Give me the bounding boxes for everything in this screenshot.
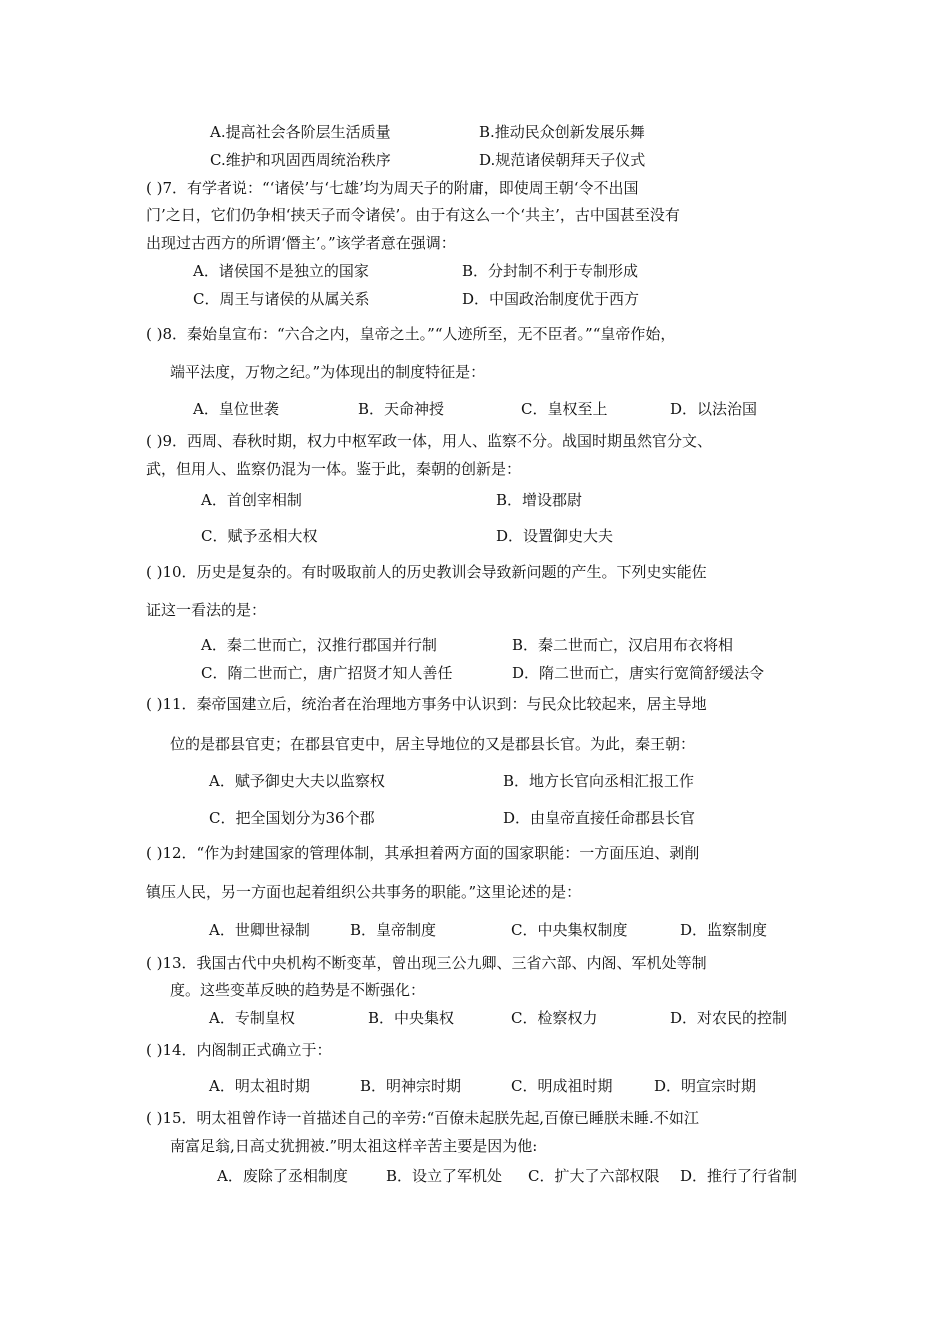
- q12-stem-line-2: 镇压人民，另一方面也起着组织公共事务的职能。”这里论述的是：: [146, 883, 582, 901]
- q15-stem-line-2: 南富足翁,日高丈犹拥被.”明太祖这样辛苦主要是因为他:: [170, 1137, 538, 1155]
- q11-stem-line-2: 位的是郡县官吏；在郡县官吏中，居主导地位的又是郡县长官。为此，秦王朝：: [170, 735, 696, 753]
- q7-stem-line-1: ( )7．有学者说：“‘诸侯’与‘七雄’均为周天子的附庸，即使周王朝‘令不出国: [146, 179, 639, 197]
- q10-stem-line-1: ( )10．历史是复杂的。有时吸取前人的历史教训会导致新问题的产生。下列史实能佐: [146, 563, 707, 581]
- q6-option-c: C.维护和巩固西周统治秩序: [210, 151, 391, 169]
- q7-option-d: D．中国政治制度优于西方: [462, 290, 640, 308]
- q9-option-d: D．设置御史大夫: [496, 527, 614, 545]
- q15-stem-line-1: ( )15．明太祖曾作诗一首描述自己的辛劳:“百僚未起朕先起,百僚已睡朕未睡.不如江: [146, 1109, 699, 1127]
- q6-option-b: B.推动民众创新发展乐舞: [479, 123, 645, 141]
- q15-option-a: A．废除了丞相制度: [217, 1167, 348, 1185]
- q12-option-b: B．皇帝制度: [350, 921, 437, 939]
- q12-option-a: A．世卿世禄制: [209, 921, 310, 939]
- q7-stem-line-2: 门’之日，它们仍争相‘挟天子而令诸侯’。由于有这么一个‘共主’，古中国甚至没有: [146, 206, 680, 224]
- q12-option-d: D．监察制度: [680, 921, 768, 939]
- q14-option-d: D．明宣宗时期: [654, 1077, 757, 1095]
- q6-option-a: A.提高社会各阶层生活质量: [210, 123, 391, 141]
- q14-option-c: C．明成祖时期: [511, 1077, 613, 1095]
- q7-option-b: B．分封制不利于专制形成: [462, 262, 639, 280]
- q11-option-a: A．赋予御史大夫以监察权: [209, 772, 385, 790]
- q8-stem-line-2: 端平法度，万物之纪。”为体现出的制度特征是：: [170, 363, 486, 381]
- q10-option-c: C．隋二世而亡，唐广招贤才知人善任: [201, 664, 453, 682]
- q8-option-c: C．皇权至上: [521, 400, 608, 418]
- q11-stem-line-1: ( )11．秦帝国建立后，统治者在治理地方事务中认识到：与民众比较起来，居主导地: [146, 695, 707, 713]
- q10-stem-line-2: 证这一看法的是：: [146, 601, 267, 619]
- q14-stem-line-1: ( )14．内阁制正式确立于：: [146, 1041, 332, 1059]
- q9-option-a: A．首创宰相制: [201, 491, 302, 509]
- q10-option-d: D．隋二世而亡，唐实行宽简舒缓法令: [512, 664, 765, 682]
- q6-option-d: D.规范诸侯朝拜天子仪式: [479, 151, 646, 169]
- q13-option-a: A．专制皇权: [209, 1009, 295, 1027]
- q13-stem-line-1: ( )13．我国古代中央机构不断变革，曾出现三公九卿、三省六部、内阁、军机处等制: [146, 954, 707, 972]
- q15-option-d: D．推行了行省制: [680, 1167, 798, 1185]
- q13-option-c: C．检察权力: [511, 1009, 598, 1027]
- q13-option-b: B．中央集权: [368, 1009, 455, 1027]
- q8-stem-line-1: ( )8．秦始皇宣布：“六合之内，皇帝之土。”“人迹所至，无不臣者。”“皇帝作始，: [146, 325, 676, 343]
- q12-option-c: C．中央集权制度: [511, 921, 628, 939]
- q9-stem-line-1: ( )9．西周、春秋时期，权力中枢军政一体，用人、监察不分。战国时期虽然官分文、: [146, 432, 713, 450]
- q8-option-d: D．以法治国: [670, 400, 758, 418]
- q8-option-a: A．皇位世袭: [193, 400, 279, 418]
- q9-option-b: B．增设郡尉: [496, 491, 583, 509]
- q10-option-a: A．秦二世而亡，汉推行郡国并行制: [201, 636, 437, 654]
- q11-option-d: D．由皇帝直接任命郡县长官: [503, 809, 696, 827]
- q7-option-c: C．周王与诸侯的从属关系: [193, 290, 370, 308]
- q11-option-b: B．地方长官向丞相汇报工作: [503, 772, 695, 790]
- q7-option-a: A．诸侯国不是独立的国家: [193, 262, 369, 280]
- q14-option-b: B．明神宗时期: [360, 1077, 462, 1095]
- q7-stem-line-3: 出现过古西方的所谓‘僭主’。”该学者意在强调：: [146, 234, 456, 252]
- q15-option-b: B．设立了军机处: [386, 1167, 503, 1185]
- q9-option-c: C．赋予丞相大权: [201, 527, 318, 545]
- q9-stem-line-2: 武，但用人、监察仍混为一体。鉴于此，秦朝的创新是：: [146, 460, 522, 478]
- q14-option-a: A．明太祖时期: [209, 1077, 310, 1095]
- q12-stem-line-1: ( )12．“作为封建国家的管理体制，其承担着两方面的国家职能：一方面压迫、剥削: [146, 844, 700, 862]
- q15-option-c: C．扩大了六部权限: [528, 1167, 660, 1185]
- q13-stem-line-2: 度。这些变革反映的趋势是不断强化：: [170, 981, 426, 999]
- q8-option-b: B．天命神授: [358, 400, 445, 418]
- q13-option-d: D．对农民的控制: [670, 1009, 788, 1027]
- q10-option-b: B．秦二世而亡，汉启用布衣将相: [512, 636, 734, 654]
- q11-option-c: C．把全国划分为36个郡: [209, 809, 375, 827]
